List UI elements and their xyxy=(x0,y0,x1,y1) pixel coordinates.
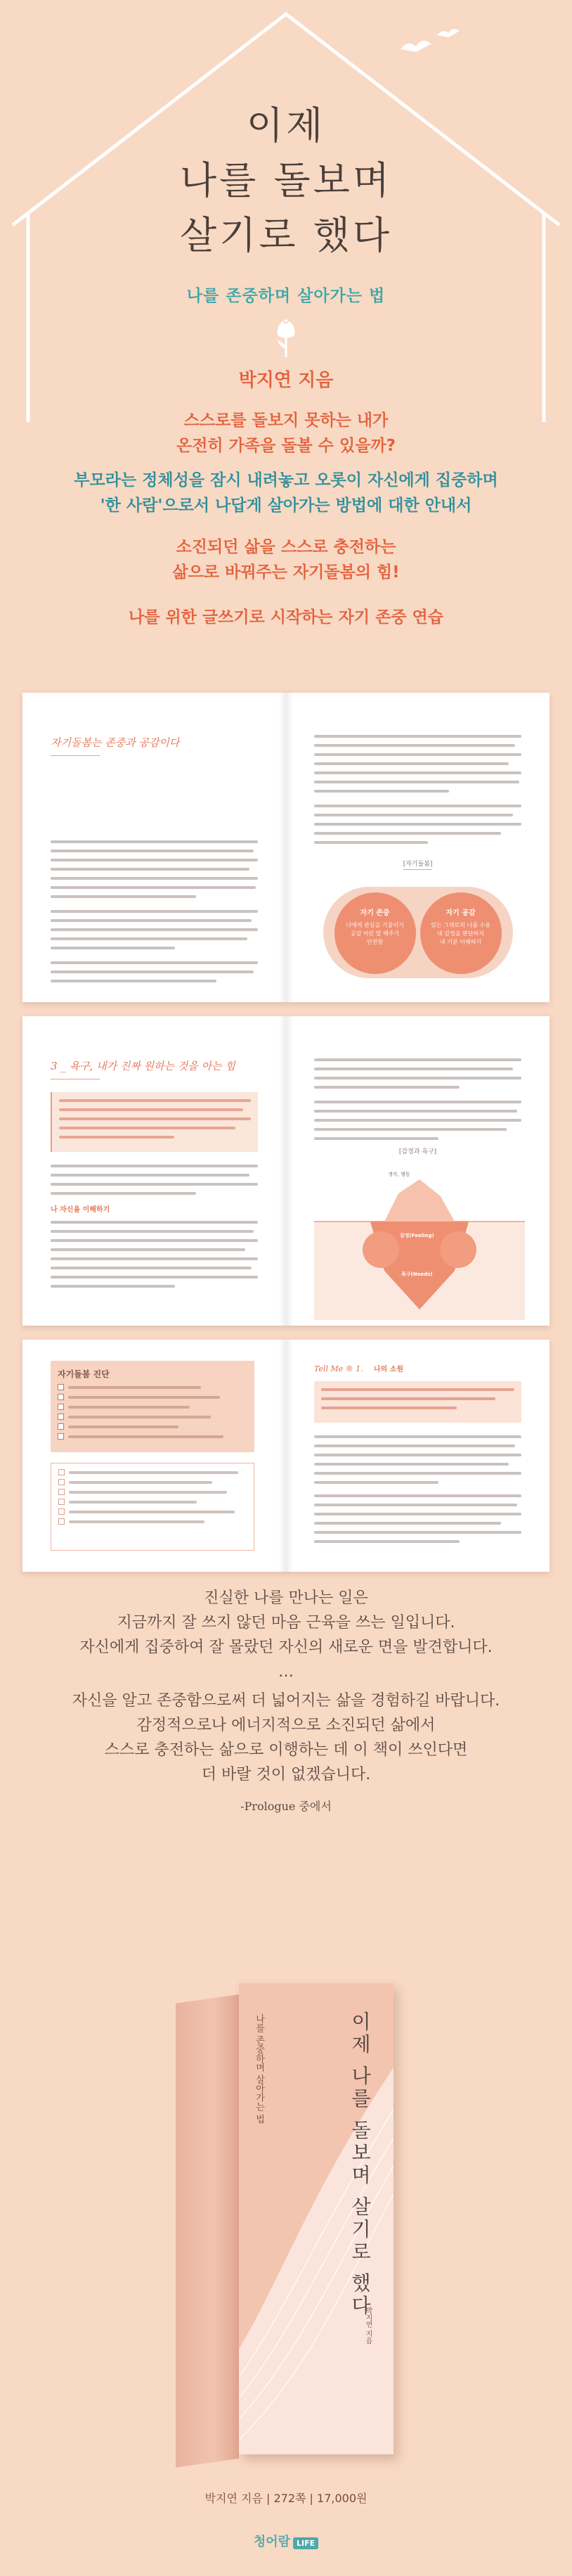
iceberg-label-needs: 욕구(Needs) xyxy=(401,1271,433,1277)
hero-author: 박지연 지음 xyxy=(238,370,334,391)
spread-page-left xyxy=(22,693,286,1002)
checklist-item xyxy=(58,1489,247,1495)
book-spread-1 xyxy=(22,693,550,1002)
spread-page-right xyxy=(286,1016,550,1326)
chapter-heading: 자기돌봄는 존중과 공감이다 xyxy=(51,736,180,749)
checklist-item xyxy=(58,1423,247,1430)
spread-page-left xyxy=(22,1340,286,1572)
checkbox[interactable] xyxy=(58,1499,65,1505)
prologue-ellipsis: … xyxy=(278,1663,294,1681)
book-cover-subtitle: 나를 존중하며 살아가는 법 xyxy=(254,2014,264,2124)
chapter-heading: 3 _ 욕구, 내가 진짜 원하는 것을 아는 힘 xyxy=(51,1060,235,1072)
section-subheading: 나 자신을 이해하기 xyxy=(51,1206,110,1214)
checklist-item xyxy=(58,1404,247,1410)
prologue-source: -Prologue 중에서 xyxy=(240,1800,332,1813)
prologue-line: 자신을 알고 존중함으로써 더 넓어지는 삶을 경험하길 바랍니다. xyxy=(72,1692,500,1710)
chapter-rule xyxy=(51,755,100,756)
petal-item: 있는 그대로의 나를 수용 xyxy=(431,922,490,928)
petal-item: 나에게 관심을 기울이기 xyxy=(346,922,404,928)
petal-item: 내 감정을 판단하지 xyxy=(437,930,484,937)
tagline-line: 스스로를 돌보지 못하는 내가 xyxy=(183,411,389,430)
hero-title-line: 이제 xyxy=(246,103,326,148)
checkbox[interactable] xyxy=(58,1423,64,1430)
petal-item: 안전함 xyxy=(366,939,384,945)
checkbox[interactable] xyxy=(58,1384,64,1390)
hero-tagline-2 xyxy=(0,468,572,518)
iceberg-label-top: 생각, 행동 xyxy=(388,1172,410,1177)
spread-page-right xyxy=(286,1340,550,1572)
hero-title-line: 나를 돌보며 xyxy=(180,158,392,203)
tagline-line: 온전히 가족을 돌볼 수 있을까? xyxy=(176,437,396,455)
checkbox[interactable] xyxy=(58,1404,64,1410)
checklist-item xyxy=(58,1433,247,1440)
publisher-tag: LIFE xyxy=(293,2537,318,2549)
checkbox[interactable] xyxy=(58,1508,65,1515)
body-text-block xyxy=(314,1435,521,1543)
body-text-block xyxy=(51,1165,258,1195)
tagline-line: 삶으로 바꿔주는 자기돌봄의 힘! xyxy=(172,563,400,582)
prologue-line: 진실한 나를 만나는 일은 xyxy=(204,1589,368,1607)
petal-self-respect xyxy=(334,892,416,974)
iceberg-diagram xyxy=(314,1165,525,1326)
book-info: 박지연 지음 | 272쪽 | 17,000원 xyxy=(204,2492,368,2505)
petal-self-empathy xyxy=(420,892,502,974)
book-mockup xyxy=(176,1983,401,2497)
iceberg-label-feeling: 감정(Feeling) xyxy=(400,1233,434,1238)
petal-heading: 자기 공감 xyxy=(446,909,476,917)
petal-item: 공감 어린 말 해주기 xyxy=(350,930,400,937)
checklist-item xyxy=(58,1384,247,1390)
body-text-block xyxy=(314,1058,521,1140)
checkbox[interactable] xyxy=(58,1469,65,1475)
petal-item: 내 기분 이해하기 xyxy=(439,939,482,945)
checkbox[interactable] xyxy=(58,1394,64,1400)
publisher-name: 청어람 xyxy=(253,2535,291,2549)
iceberg-illustration xyxy=(314,1165,525,1320)
hero-tagline-4 xyxy=(0,605,572,630)
prologue-line: 더 바랄 것이 없겠습니다. xyxy=(201,1766,371,1783)
prologue-line: 지금까지 잘 쓰지 않던 마음 근육을 쓰는 일입니다. xyxy=(117,1614,455,1632)
checkbox[interactable] xyxy=(58,1433,64,1440)
tulip-icon xyxy=(272,316,300,359)
tagline-line: 부모라는 정체성을 잠시 내려놓고 오롯이 자신에게 집중하며 xyxy=(74,471,498,489)
iceberg-title: [감정과 욕구] xyxy=(398,1148,437,1155)
birds-icon xyxy=(394,21,471,63)
spread-page-right xyxy=(286,693,550,1002)
spread-page-left xyxy=(22,1016,286,1326)
checklist-card-secondary xyxy=(51,1463,254,1551)
checklist-card xyxy=(51,1361,254,1452)
book-cover-title: 이제 나를 돌보며 살기로 했다 xyxy=(349,2011,372,2318)
petal-heading: 자기 존중 xyxy=(360,909,390,917)
checklist-item xyxy=(58,1518,247,1525)
prologue-line: 감정적으로나 에너지적으로 소진되던 삶에서 xyxy=(136,1717,436,1734)
checklist-item xyxy=(58,1469,247,1475)
hero-tagline-3 xyxy=(0,534,572,585)
body-text-block xyxy=(314,735,521,844)
book-cover-author: 박지연 지음 xyxy=(364,2307,372,2345)
tagline-line: 소진되던 삶을 스스로 충전하는 xyxy=(176,538,396,556)
checklist-item xyxy=(58,1508,247,1515)
body-text-block xyxy=(51,1221,258,1288)
tellme-box xyxy=(314,1381,521,1423)
hero-title-line: 살기로 했다 xyxy=(180,213,392,257)
tagline-line: 나를 위한 글쓰기로 시작하는 자기 존중 연습 xyxy=(129,608,443,627)
checkbox[interactable] xyxy=(58,1479,65,1485)
highlight-quote-block xyxy=(51,1092,258,1152)
book-cover xyxy=(239,1983,394,2454)
checklist-item xyxy=(58,1414,247,1420)
checklist-item xyxy=(58,1479,247,1485)
publisher-logo xyxy=(0,2532,572,2550)
book-spread-3 xyxy=(22,1340,550,1572)
checkbox[interactable] xyxy=(58,1489,65,1495)
checklist-item xyxy=(58,1499,247,1505)
prologue-line: 자신에게 집중하여 잘 몰랐던 자신의 새로운 면을 발견합니다. xyxy=(79,1639,493,1656)
hero-tagline-1 xyxy=(0,408,572,459)
checkbox[interactable] xyxy=(58,1414,64,1420)
hero-section xyxy=(0,0,572,675)
prologue-quote xyxy=(0,1586,572,1819)
tellme-subheading: 나의 소원 xyxy=(373,1366,404,1373)
checklist-item xyxy=(58,1394,247,1400)
book-spread-2 xyxy=(22,1016,550,1326)
body-text-block xyxy=(51,840,258,982)
hero-subtitle: 나를 존중하며 살아가는 법 xyxy=(186,287,386,305)
book-spine xyxy=(176,1994,239,2468)
tellme-heading-row xyxy=(314,1361,521,1374)
tellme-heading: Tell Me ® 1. xyxy=(314,1364,363,1373)
prologue-line: 스스로 충전하는 삶으로 이행하는 데 이 책이 쓰인다면 xyxy=(104,1741,468,1759)
hero-title-block xyxy=(0,98,572,306)
tagline-line: '한 사람'으로서 나답게 살아가는 방법에 대한 안내서 xyxy=(100,496,472,515)
petal-diagram xyxy=(323,880,513,985)
checkbox[interactable] xyxy=(58,1518,65,1525)
checklist-title: 자기돌봄 진단 xyxy=(58,1369,110,1379)
key-label-wrap xyxy=(314,855,521,870)
diagram-label: [자기돌봄] xyxy=(403,859,433,870)
